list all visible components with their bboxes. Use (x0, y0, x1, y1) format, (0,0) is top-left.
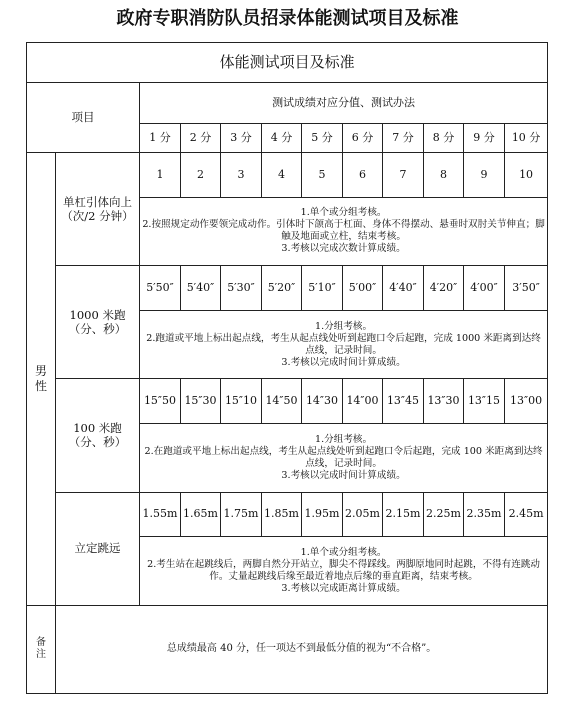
value-cell: 1.95m (302, 492, 343, 537)
value-cell: 14″30 (302, 379, 343, 424)
value-cell: 2.45m (505, 492, 548, 537)
table-row (27, 492, 548, 537)
value-cell: 9 (464, 152, 505, 197)
value-cell: 2.15m (383, 492, 424, 537)
value-cell: 6 (343, 152, 383, 197)
value-cell: 14″50 (262, 379, 302, 424)
value-cell: 2 (181, 152, 221, 197)
fitness-standards-table (26, 42, 548, 694)
value-cell: 5′50″ (140, 266, 181, 311)
table-row (27, 266, 548, 311)
value-cell: 5′30″ (221, 266, 262, 311)
score-cell: 7 分 (383, 123, 424, 152)
value-cell: 8 (424, 152, 464, 197)
item-name: 100 米跑 （分、秒） (56, 379, 140, 492)
score-cell: 3 分 (221, 123, 262, 152)
value-cell: 1.85m (262, 492, 302, 537)
value-cell: 14″00 (343, 379, 383, 424)
value-cell: 15″30 (181, 379, 221, 424)
item-name: 1000 米跑 （分、秒） (56, 266, 140, 379)
test-method: 1.单个或分组考核。 2.考生站在起跳线后，两脚自然分开站立，脚尖不得踩线。两脚原地同时起跳，不得有连跳动作。丈量起跳线后缘至最近着地点后缘的垂直距离，结束考核。 3.考核以完成距离计算成绩。 (140, 537, 548, 606)
note-text: 总成绩最高 40 分，任一项达不到最低分值的视为“不合格”。 (56, 605, 548, 693)
score-cell: 6 分 (343, 123, 383, 152)
value-cell: 13″00 (505, 379, 548, 424)
item-name: 立定跳远 (56, 492, 140, 605)
value-cell: 4 (262, 152, 302, 197)
value-cell: 4′20″ (424, 266, 464, 311)
value-cell: 4′40″ (383, 266, 424, 311)
score-header: 测试成绩对应分值、测试办法 (140, 83, 548, 123)
value-cell: 1.55m (140, 492, 181, 537)
item-name: 单杠引体向上 （次/2 分钟） (56, 152, 140, 265)
score-cell: 5 分 (302, 123, 343, 152)
value-cell: 15″10 (221, 379, 262, 424)
table-title: 体能测试项目及标准 (27, 43, 548, 83)
value-cell: 13″45 (383, 379, 424, 424)
value-cell: 15″50 (140, 379, 181, 424)
test-method: 1.分组考核。 2.在跑道或平地上标出起点线，考生从起点线处听到起跑口令后起跑，完成 100 米距离到达终点线，记录时间。 3.考核以完成时间计算成绩。 (140, 423, 548, 492)
value-cell: 5′20″ (262, 266, 302, 311)
value-cell: 2.35m (464, 492, 505, 537)
score-cell: 8 分 (424, 123, 464, 152)
table-row (27, 379, 548, 424)
value-cell: 2.05m (343, 492, 383, 537)
value-cell: 1 (140, 152, 181, 197)
value-cell: 13″30 (424, 379, 464, 424)
value-cell: 5′10″ (302, 266, 343, 311)
test-method: 1.单个或分组考核。 2.按照规定动作要领完成动作。引体时下颌高于杠面、身体不得摆动、悬垂时双肘关节伸直；脚触及地面或立柱，结束考核。 3.考核以完成次数计算成绩。 (140, 197, 548, 266)
value-cell: 3 (221, 152, 262, 197)
gender-label: 男性 (27, 152, 56, 605)
score-cell: 1 分 (140, 123, 181, 152)
score-cell: 10 分 (505, 123, 548, 152)
note-label: 备注 (27, 605, 56, 693)
value-cell: 10 (505, 152, 548, 197)
value-cell: 5 (302, 152, 343, 197)
value-cell: 1.65m (181, 492, 221, 537)
value-cell: 2.25m (424, 492, 464, 537)
score-cell: 9 分 (464, 123, 505, 152)
score-cell: 4 分 (262, 123, 302, 152)
score-cell: 2 分 (181, 123, 221, 152)
value-cell: 1.75m (221, 492, 262, 537)
note-row (27, 605, 548, 693)
value-cell: 7 (383, 152, 424, 197)
value-cell: 4′00″ (464, 266, 505, 311)
value-cell: 13″15 (464, 379, 505, 424)
test-method: 1.分组考核。 2.跑道或平地上标出起点线，考生从起点线处听到起跑口令后起跑，完成 1000 米距离到达终点线，记录时间。 3.考核以完成时间计算成绩。 (140, 310, 548, 379)
item-header: 项目 (27, 83, 140, 153)
value-cell: 5′40″ (181, 266, 221, 311)
value-cell: 3′50″ (505, 266, 548, 311)
table-row (27, 152, 548, 197)
document-title: 政府专职消防队员招录体能测试项目及标准 (116, 8, 459, 29)
value-cell: 5′00″ (343, 266, 383, 311)
